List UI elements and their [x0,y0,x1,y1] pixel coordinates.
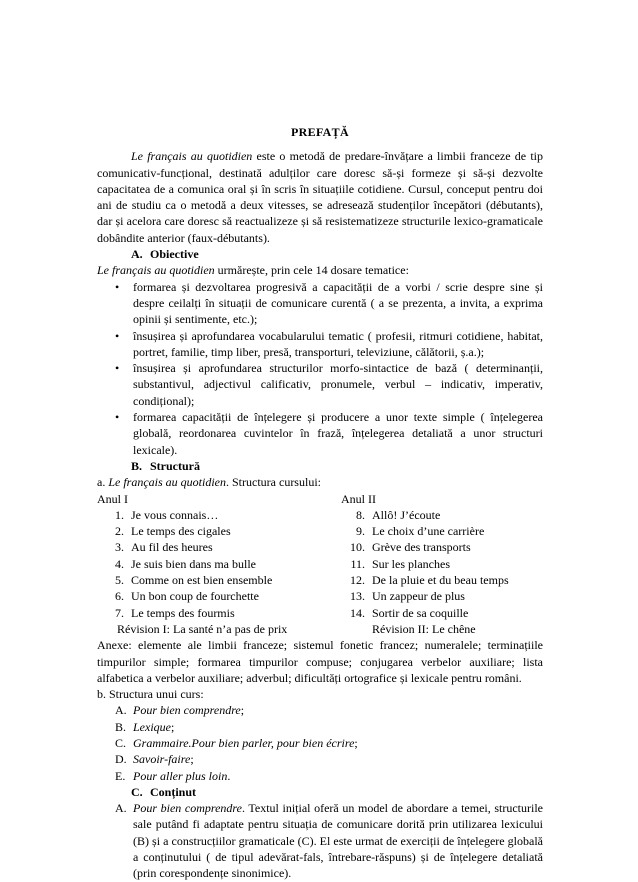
lesson-title: Au fil des heures [131,540,213,555]
sub-a-rest: . Structura cursului: [226,475,321,490]
year-1-label: Anul I [97,491,128,506]
lesson-number: 11. [350,556,365,571]
section-a-lead [97,262,543,278]
year-1-column [97,491,338,638]
section-a-letter: A. [131,247,143,262]
part-letter: E. [115,768,126,783]
lesson-title: Comme on est bien ensemble [131,573,273,588]
structure-subheading-b: b. Structura unui curs: [97,687,204,702]
year-2-list [338,507,543,621]
lesson-number: 14. [350,605,365,620]
lesson-title: Le choix d’une carrière [372,524,485,539]
lesson-item [338,556,543,572]
objective-item: • însușirea și aprofundarea structurilor morfo-sintactice de bază ( determinanții, substantivul, adjectivul calificativ, pronumele, verbul – indicativ, imperativ, condițional); [133,360,543,409]
section-a-lead-title: Le français au quotidien [97,263,215,278]
lesson-item [97,507,338,523]
section-a-title: Obiective [150,247,199,262]
sub-a-title: Le français au quotidien [108,475,226,490]
part-title: Grammaire.Pour bien parler, pour bien écrire [133,735,355,750]
year-2-column [338,491,543,638]
course-part-item [97,751,543,767]
objective-item: • formarea și dezvoltarea progresivă a capacității de a vorbi / scrie despre sine și despre ceilalți în situații de comunicare curentă ( a se prezenta, a invita, a exprima opinii și sentimente, etc.); [133,279,543,328]
course-part-item [97,719,543,735]
part-letter: C. [115,735,127,750]
section-c-letter: C. [131,784,143,799]
section-a-heading [97,246,543,262]
lesson-item [338,588,543,604]
annexes-paragraph: Anexe: elemente ale limbii franceze; sistemul fonetic francez; numeralele; terminațiile timpurilor simple; formarea timpurilor compuse; conjugarea verbelor auxiliare; lista alfabetica a verbelor auxiliare; adverbul; dificultăți ortografice și lexicale pentru români. [97,638,543,685]
lesson-number: 12. [350,573,365,588]
lesson-title: Allô! J’écoute [372,507,441,522]
lesson-number: 1. [115,507,124,522]
lesson-title: Sortir de sa coquille [372,605,469,620]
intro-book-title: Le français au quotidien [131,149,253,164]
lesson-title: Je vous connais… [131,507,219,522]
part-title: Savoir-faire [133,752,191,767]
part-title: Pour bien comprendre [133,703,241,718]
sub-a-prefix: a. [97,475,109,490]
part-letter: B. [115,719,127,734]
lesson-title: Sur les planches [372,556,450,571]
lesson-item [97,588,338,604]
year-1-list [97,507,338,621]
lesson-title: Grève des transports [372,540,471,555]
lesson-title: Un bon coup de fourchette [131,589,259,604]
lesson-item [338,507,543,523]
lesson-number: 2. [115,524,124,539]
lesson-number: 5. [115,573,124,588]
lesson-number: 8. [356,507,365,522]
lesson-number: 3. [115,540,124,555]
structure-subheading-a [97,474,543,490]
course-structure-columns [97,491,543,638]
lesson-number: 9. [356,524,365,539]
lesson-item [338,523,543,539]
section-a-lead-text: urmărește, prin cele 14 dosare tematice: [214,263,409,278]
course-parts-list [97,702,543,783]
revision-1: Révision I: La santé n’a pas de prix [117,621,288,636]
part-suffix: ; [240,703,245,718]
lesson-title: Le temps des fourmis [131,605,235,620]
content-title: Pour bien comprendre [133,801,242,816]
section-b-heading [97,458,543,474]
part-title: Lexique [133,719,171,734]
part-letter: A. [115,703,127,718]
lesson-item [97,556,338,572]
part-title: Pour aller plus loin [133,768,228,783]
lesson-number: 10. [350,540,365,555]
content-list [97,800,543,881]
lesson-number: 13. [350,589,365,604]
lesson-item [338,605,543,621]
lesson-item [97,572,338,588]
lesson-item [97,523,338,539]
lesson-item [338,572,543,588]
section-b-letter: B. [131,458,143,473]
content-item [97,800,543,881]
lesson-item [338,539,543,555]
lesson-item [97,539,338,555]
intro-paragraph [97,148,543,246]
part-suffix: ; [190,752,194,767]
content-text: . Textul inițial oferă un model de abordare a temei, structurile sale putând fi adaptate pentru situația de comunicare dorită prin utilizarea lexicului (B) și a construcțiilor gramaticale (C). El este urmat de exerciții de înțelegere globală a conținutului ( de tipul adevărat-fals, întrebare-răspuns) și de înțelegere detaliată (prin corespondențe sinonimice). [133,801,543,881]
document-page [97,124,543,882]
lesson-number: 7. [115,605,124,620]
section-c-title: Conținut [150,784,197,799]
objective-item: • formarea capacității de înțelegere și producere a unor texte simple ( înțelegerea globală, reordonarea cuvintelor în frază, înțelegerea detaliată a unor structuri lexicale). [133,409,543,458]
lesson-number: 4. [115,556,124,571]
part-suffix: . [227,768,231,783]
revision-2: Révision II: Le chêne [372,621,476,636]
lesson-title: Je suis bien dans ma bulle [131,556,256,571]
year-2-label: Anul II [341,491,376,506]
lesson-number: 6. [115,589,124,604]
objective-item: • însușirea și aprofundarea vocabularului tematic ( profesii, ritmuri cotidiene, habitat, portret, familie, timp liber, presă, transporturi, televiziune, călătorii, ș.a.); [133,328,543,361]
course-part-item [97,768,543,784]
section-c-heading [97,784,543,800]
lesson-title: De la pluie et du beau temps [372,573,509,588]
objectives-list [97,279,543,458]
part-suffix: ; [171,719,175,734]
content-letter: A. [115,801,127,816]
intro-text: este o metodă de predare-învățare a limbii franceze de tip comunicativ-funcțional, destinată adulților care doresc să-și formeze și să-și dezvolte capacitatea de a comunica oral și în scris în situațiile cotidiene. Cursul, conceput pentru doi ani de studiu ca o metodă a deux vitesses, se adresează studenților începători (débutants), dar și acelora care doresc să reactualizeze și să resistematizeze structurile lexico-gramaticale dobândite anterior (faux-débutants). [97,149,543,245]
course-part-item [97,702,543,718]
section-b-title: Structură [150,458,200,473]
part-letter: D. [115,752,127,767]
part-suffix: ; [354,735,358,750]
lesson-title: Le temps des cigales [131,524,231,539]
page-title: PREFAȚĂ [291,125,349,139]
lesson-title: Un zappeur de plus [372,589,465,604]
course-part-item [97,735,543,751]
lesson-item [97,605,338,621]
